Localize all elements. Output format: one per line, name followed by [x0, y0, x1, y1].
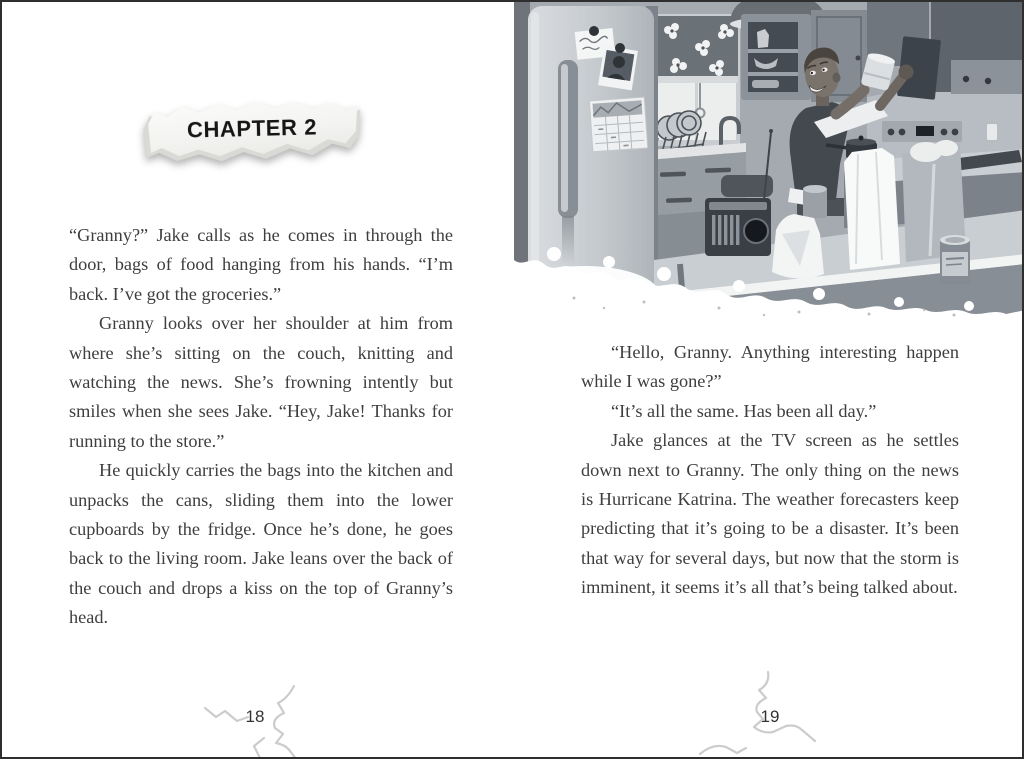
radio-speaker [744, 219, 768, 243]
paragraph: Granny looks over her shoulder at him from where she’s sitting on the couch, knitting and watching the news. She’s frowning intently but smiles when she sees Jake. “Hey, Jake! Thanks for running to the store.” [69, 313, 453, 451]
wall-outlet [987, 124, 997, 140]
crack-left-large [274, 686, 311, 759]
crack-left-tail [254, 738, 264, 758]
crack-right-wiggle [700, 746, 746, 754]
paragraph: “Granny?” Jake calls as he comes in through the door, bags of food hanging from his hands. “I’m back. I’ve got the groceries.” [69, 225, 453, 304]
kitchen-illustration [514, 2, 1024, 320]
fridge-calendar [589, 97, 647, 152]
page-number-left: 18 [245, 707, 265, 726]
page-number-right: 19 [760, 707, 780, 726]
refrigerator [528, 6, 658, 302]
paragraph: “It’s all the same. Has been all day.” [611, 400, 877, 421]
canned-goods [940, 235, 970, 284]
paragraph: Jake glances at the TV screen as he settles down next to Granny. The only thing on the news is Hurricane Katrina. The weather forecasters keep predicting that it’s going to be a disaster. It’s been that way for several days, but now that the storm is imminent, it seems it’s all that’s being talked about. [581, 430, 959, 598]
paragraph: He quickly carries the bags into the kitchen and unpacks the cans, sliding them into the lower cupboards by the fridge. Once he’s done, he goes back to the living room. Jake leans over the back of the couch and drops a kiss on the top of Granny’s head. [69, 460, 453, 628]
jake-hand [899, 65, 914, 80]
right-page-text [581, 338, 959, 603]
chapter-heading-torn-paper [143, 96, 360, 161]
left-page-text [69, 221, 453, 633]
chapter-heading: CHAPTER 2 [186, 114, 318, 143]
paragraph: “Hello, Granny. Anything interesting happen while I was gone?” [581, 342, 959, 392]
